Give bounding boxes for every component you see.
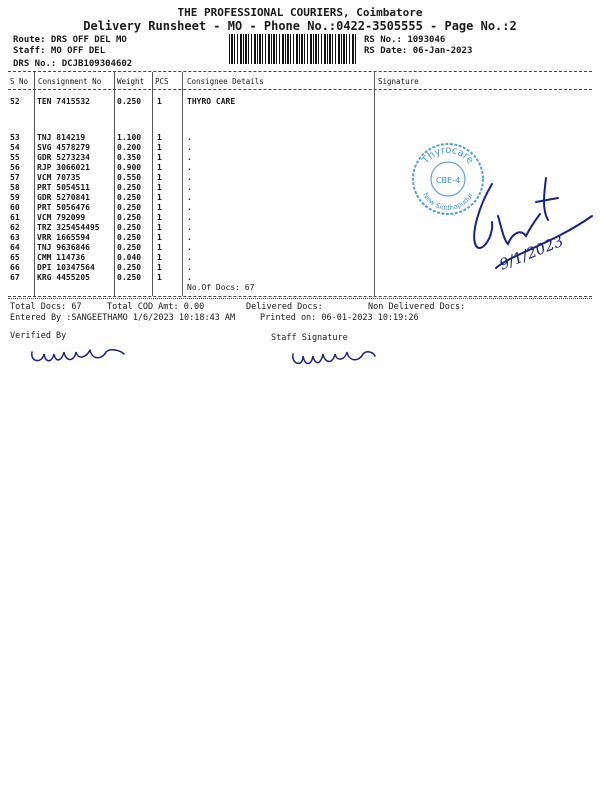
table-row xyxy=(0,143,600,153)
row-consignee: . xyxy=(187,173,192,182)
row-pcs: 1 xyxy=(157,243,162,252)
row-pcs: 1 xyxy=(157,223,162,232)
col-header-consignee: Consignee Details xyxy=(187,77,264,86)
row-pcs: 1 xyxy=(157,133,162,142)
row-pcs: 1 xyxy=(157,143,162,152)
row-consignee: . xyxy=(187,143,192,152)
row-consignee: . xyxy=(187,203,192,212)
staff-signature xyxy=(289,344,379,372)
row-weight: 0.250 xyxy=(117,223,142,232)
row-pcs: 1 xyxy=(157,153,162,162)
row-consignment: SVG 4578279 xyxy=(37,143,90,152)
row-weight: 0.040 xyxy=(117,253,142,262)
non-delivered-docs: Non Delivered Docs: xyxy=(368,302,466,312)
row-consignment: PRT 5054511 xyxy=(37,183,90,192)
row-consignment: TNJ 814219 xyxy=(37,133,86,142)
row-sno: 53 xyxy=(10,133,20,142)
no-of-docs: No.Of Docs: 67 xyxy=(187,283,255,292)
row-weight: 1.100 xyxy=(117,133,142,142)
table-bottom-rule xyxy=(8,296,592,297)
row-sno: 60 xyxy=(10,203,20,212)
row-consignee: . xyxy=(187,213,192,222)
row-consignee: . xyxy=(187,273,192,282)
row-weight: 0.250 xyxy=(117,273,142,282)
row-sno: 58 xyxy=(10,183,20,192)
verified-by-signature xyxy=(28,340,128,370)
row-consignment: PRT 5056476 xyxy=(37,203,90,212)
row-consignee: . xyxy=(187,233,192,242)
company-title: THE PROFESSIONAL COURIERS, Coimbatore xyxy=(177,6,423,19)
row-consignment: VCM 792099 xyxy=(37,213,86,222)
signature-date-text: 9/1/2023 xyxy=(496,231,566,274)
row-consignment: TRZ 325454495 xyxy=(37,223,100,232)
table-row xyxy=(0,97,600,107)
row-sno: 63 xyxy=(10,233,20,242)
row-pcs: 1 xyxy=(157,213,162,222)
verified-by-label: Verified By xyxy=(10,331,67,341)
row-pcs: 1 xyxy=(157,203,162,212)
row-weight: 0.250 xyxy=(117,263,142,272)
staff-signature-label: Staff Signature xyxy=(271,333,348,343)
row-sno: 64 xyxy=(10,243,20,252)
row-consignment: GDR 5270841 xyxy=(37,193,90,202)
runsheet-subtitle: Delivery Runsheet - MO - Phone No.:0422-3505555 - Page No.:2 xyxy=(83,19,517,33)
row-sno: 61 xyxy=(10,213,20,222)
stamp-center-text: CBE-4 xyxy=(435,176,461,185)
stamp-bottom-text: New Siddhapudur xyxy=(421,191,475,213)
row-sno: 65 xyxy=(10,253,20,262)
row-sno: 54 xyxy=(10,143,20,152)
col-header-sno: S No xyxy=(10,77,29,86)
delivered-docs: Delivered Docs: xyxy=(246,302,323,312)
row-sno: 57 xyxy=(10,173,20,182)
total-docs: Total Docs: 67 xyxy=(10,302,82,312)
row-weight: 0.200 xyxy=(117,143,142,152)
row-consignee: . xyxy=(187,163,192,172)
col-header-pcs: PCS xyxy=(155,77,169,86)
row-consignee: . xyxy=(187,193,192,202)
route-label: Route: DRS OFF DEL MO xyxy=(13,35,127,45)
row-consignment: TNJ 9636846 xyxy=(37,243,90,252)
table-header-rule xyxy=(8,89,592,90)
row-consignment: TEN 7415532 xyxy=(37,97,90,106)
rs-date: RS Date: 06-Jan-2023 xyxy=(364,46,473,56)
row-weight: 0.250 xyxy=(117,203,142,212)
row-consignee: . xyxy=(187,263,192,272)
row-sno: 59 xyxy=(10,193,20,202)
entered-by: Entered By :SANGEETHAMO 1/6/2023 10:18:43 AM xyxy=(10,313,236,323)
row-weight: 0.550 xyxy=(117,173,142,182)
row-consignee: . xyxy=(187,253,192,262)
rs-number: RS No.: 1093046 xyxy=(364,35,446,45)
footer-rule xyxy=(8,298,592,299)
row-pcs: 1 xyxy=(157,233,162,242)
row-consignee: THYRO CARE xyxy=(187,97,236,106)
row-sno: 52 xyxy=(10,97,20,106)
row-sno: 56 xyxy=(10,163,20,172)
row-pcs: 1 xyxy=(157,193,162,202)
table-row xyxy=(0,163,600,173)
row-weight: 0.350 xyxy=(117,153,142,162)
printed-on: Printed on: 06-01-2023 10:19:26 xyxy=(260,313,419,323)
col-header-consignment: Consignment No xyxy=(38,77,102,86)
row-pcs: 1 xyxy=(157,173,162,182)
recipient-signature xyxy=(462,174,598,282)
row-consignee: . xyxy=(187,133,192,142)
row-consignee: . xyxy=(187,183,192,192)
row-sno: 67 xyxy=(10,273,20,282)
row-weight: 0.250 xyxy=(117,193,142,202)
row-weight: 0.250 xyxy=(117,243,142,252)
row-consignment: CMM 114736 xyxy=(37,253,86,262)
table-top-rule xyxy=(8,71,592,72)
row-consignment: VRR 1665594 xyxy=(37,233,90,242)
staff-label: Staff: MO OFF DEL xyxy=(13,46,106,56)
table-row xyxy=(0,133,600,143)
row-pcs: 1 xyxy=(157,97,162,106)
col-header-weight: Weight xyxy=(117,77,145,86)
stamp-top-text: Thyrocare xyxy=(420,144,476,167)
row-weight: 0.250 xyxy=(117,233,142,242)
row-weight: 0.250 xyxy=(117,97,142,106)
col-header-signature: Signature xyxy=(378,77,419,86)
row-sno: 66 xyxy=(10,263,20,272)
row-consignee: . xyxy=(187,223,192,232)
row-pcs: 1 xyxy=(157,273,162,282)
row-consignee: . xyxy=(187,243,192,252)
row-consignment: GDR 5273234 xyxy=(37,153,90,162)
row-consignment: KRG 4455205 xyxy=(37,273,90,282)
row-pcs: 1 xyxy=(157,253,162,262)
row-consignment: VCM 70735 xyxy=(37,173,81,182)
total-cod: Total COD Amt: 0.00 xyxy=(107,302,205,312)
table-row xyxy=(0,153,600,163)
row-consignment: RJP 3066021 xyxy=(37,163,90,172)
barcode xyxy=(229,34,356,64)
row-pcs: 1 xyxy=(157,263,162,272)
row-weight: 0.250 xyxy=(117,183,142,192)
row-weight: 0.250 xyxy=(117,213,142,222)
row-consignment: DPI 10347564 xyxy=(37,263,95,272)
row-weight: 0.900 xyxy=(117,163,142,172)
row-pcs: 1 xyxy=(157,163,162,172)
row-pcs: 1 xyxy=(157,183,162,192)
svg-text:Thyrocare xyxy=(420,145,476,167)
row-consignee: . xyxy=(187,153,192,162)
row-sno: 62 xyxy=(10,223,20,232)
row-sno: 55 xyxy=(10,153,20,162)
drs-number: DRS No.: DCJB109304602 xyxy=(13,59,133,69)
